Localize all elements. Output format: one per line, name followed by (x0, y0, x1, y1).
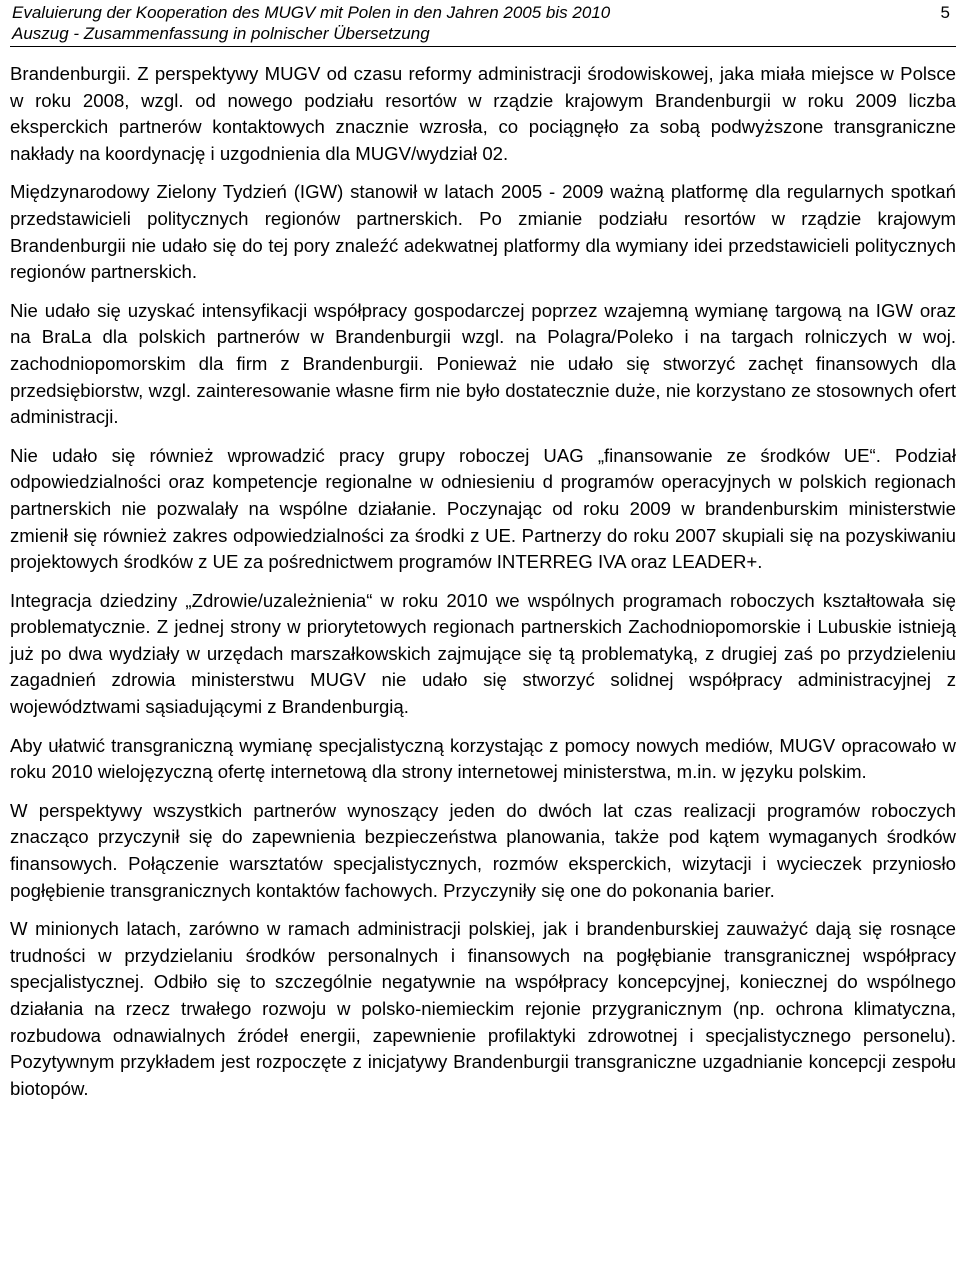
page-number: 5 (940, 3, 950, 22)
page-header (12, 2, 950, 44)
header-divider (10, 46, 956, 47)
header-title: Evaluierung der Kooperation des MUGV mit Polen in den Jahren 2005 bis 2010 (12, 3, 611, 22)
paragraph-2: Międzynarodowy Zielony Tydzień (IGW) stanowił w latach 2005 - 2009 ważną platformę dla regularnych spotkań przedstawicieli politycznych regionów partnerskich. Po zmianie podziału resortów w rządzie krajowym Brandenburgii nie udało się do tej pory znaleźć adekwatnej platformy dla wymiany idei przedstawicieli politycznych regionów partnerskich. (10, 181, 956, 283)
paragraph-5: Integracja dziedziny „Zdrowie/uzależnienia“ w roku 2010 we wspólnych programach roboczych kształtowała się problematycznie. Z jednej strony w priorytetowych regionach partnerskich Zachodniopomorskie i Lubuskie istnieją już po dwa wydziały w urzędach marszałkowskich zajmujące się tą problematyką, z drugiej zaś po przydzieleniu zagadnień zdrowia ministerstwu MUGV nie udało się stworzyć solidnej współpracy administracyjnej z województwami sąsiadującymi z Brandenburgią. (10, 589, 956, 718)
paragraph-3: Nie udało się uzyskać intensyfikacji współpracy gospodarczej poprzez wzajemną wymianę targową na IGW oraz na BraLa dla polskich partnerów w Brandenburgii wzgl. na Polagra/Poleko i na targach rolniczych w woj. zachodniopomorskim dla firm z Brandenburgii. Ponieważ nie udało się stworzyć zachęt finansowych dla przedsiębiorstw, wzgl. zainteresowanie własne firm nie było dostatecznie duże, nie korzystano ze stosownych ofert administracji. (10, 299, 956, 428)
header-subtitle: Auszug - Zusammenfassung in polnischer Übersetzung (12, 24, 430, 43)
paragraph-4: Nie udało się również wprowadzić pracy grupy roboczej UAG „finansowanie ze środków UE“. Podział odpowiedzialności oraz kompetencje regionalne w odniesieniu d programów operacyjnych w polskich regionach partnerskich nie pozwalały na wspólne działanie. Poczynając od roku 2009 w brandenburskim ministerstwie zmienił się również zakres odpowiedzialności za środki z UE. Partnerzy do roku 2007 skupiali się na pozyskiwaniu projektowych środków z UE za pośrednictwem programów INTERREG IVA oraz LEADER+. (10, 444, 956, 573)
document-body (10, 61, 956, 1114)
paragraph-7: W perspektywy wszystkich partnerów wynoszący jeden do dwóch lat czas realizacji programów roboczych znacząco przyczynił się do zapewnienia bezpieczeństwa planowania, także pod kątem wymaganych środków finansowych. Połączenie warsztatów specjalistycznych, rozmów eksperckich, wizytacji i wycieczek przyniosło pogłębienie transgranicznych kontaktów fachowych. Przyczyniły się one do pokonania barier. (10, 799, 956, 901)
paragraph-1: Brandenburgii. Z perspektywy MUGV od czasu reformy administracji środowiskowej, jaka miała miejsce w Polsce w roku 2008, wzgl. od nowego podziału resortów w rządzie krajowym Brandenburgii w roku 2009 liczba eksperckich partnerów kontaktowych znacznie wzrosła, co pociągnęło za sobą podwyższone transgraniczne nakłady na koordynację i uzgodnienia dla MUGV/wydział 02. (10, 63, 956, 164)
paragraph-6: Aby ułatwić transgraniczną wymianę specjalistyczną korzystając z pomocy nowych mediów, MUGV opracowało w roku 2010 wielojęzyczną ofertę internetową dla strony internetowej ministerstwa, m.in. w języku polskim. (10, 734, 956, 783)
paragraph-8: W minionych latach, zarówno w ramach administracji polskiej, jak i brandenburskiej zauważyć dają się rosnące trudności w przydzielaniu środków personalnych i finansowych na pogłębianie transgranicznej współpracy specjalistycznej. Odbiło się to szczególnie negatywnie na współpracy koncepcyjnej, koniecznej do wspólnego działania na rzecz trwałego rozwoju w polsko-niemieckim rejonie przygranicznym (np. ochrona klimatyczna, rozbudowa odnawialnych źródeł energii, zapewnienie profilaktyki zdrowotnej i specjalistycznego personelu). Pozytywnym przykładem jest rozpoczęte z inicjatywy Brandenburgii transgraniczne uzgadnianie koncepcji zespołu biotopów. (10, 918, 956, 1099)
